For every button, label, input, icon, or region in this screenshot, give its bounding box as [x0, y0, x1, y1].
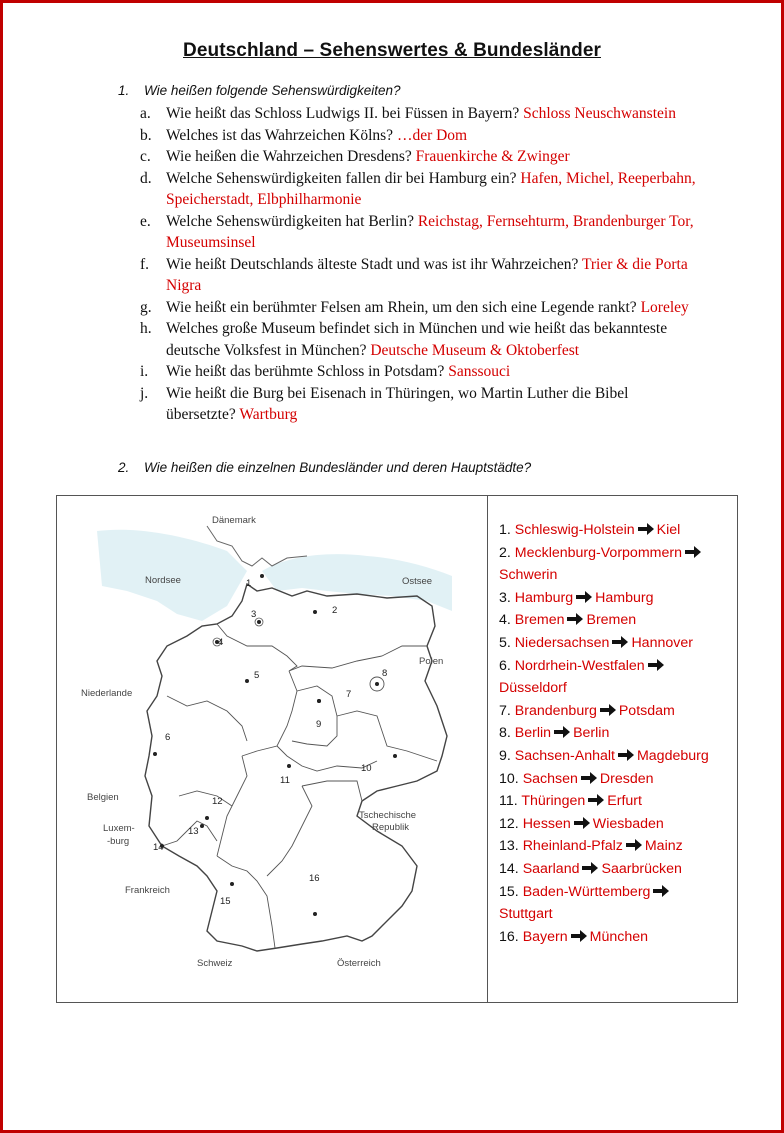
map-number-5: 5 — [254, 670, 260, 681]
capital-name: Berlin — [573, 725, 610, 742]
capital-name: München — [589, 928, 649, 945]
state-name: Bayern — [522, 928, 568, 945]
arrow-right-icon — [612, 636, 628, 648]
state-list-item — [499, 587, 737, 610]
question-text: Welches große Museum befindet sich in München und wie heißt das bekannteste deutsche Volksfest in München? — [166, 320, 668, 359]
answer-text: …der Dom — [396, 126, 468, 144]
question-letter: i. — [140, 363, 149, 380]
arrow-right-icon — [576, 591, 592, 603]
capital-name: Wiesbaden — [592, 815, 664, 832]
capital-name: Hannover — [631, 634, 693, 651]
map-number-1: 1 — [246, 578, 252, 589]
arrow-right-icon — [600, 704, 616, 716]
capital-name: Schwerin — [499, 567, 558, 584]
question-letter: c. — [140, 148, 151, 165]
question-text: Wie heißt die Burg bei Eisenach in Thüringen, wo Martin Luther die Bibel übersetzte? — [166, 384, 629, 423]
map-number-6: 6 — [165, 732, 171, 743]
label-frankreich: Frankreich — [125, 885, 170, 896]
states-table — [56, 495, 738, 1003]
capital-name: Mainz — [644, 838, 683, 855]
question-2-heading — [118, 460, 531, 475]
capital-name: Hamburg — [595, 589, 654, 606]
sight-question-item — [140, 211, 700, 254]
state-number: 11. — [499, 793, 518, 810]
state-name: Baden-Württemberg — [522, 883, 651, 900]
map-number-9: 9 — [316, 719, 322, 730]
state-list-item — [499, 813, 737, 836]
state-name: Saarland — [522, 860, 580, 877]
capital-name: Saarbrücken — [601, 860, 682, 877]
arrow-right-icon — [582, 862, 598, 874]
answer-text: Sanssouci — [448, 363, 511, 380]
state-name: Schleswig-Holstein — [514, 522, 635, 538]
map-number-15: 15 — [220, 896, 231, 907]
state-list-item — [499, 768, 737, 791]
state-name: Rheinland-Pfalz — [522, 838, 623, 855]
question-1-heading — [118, 83, 401, 98]
map-number-2: 2 — [332, 605, 338, 616]
capital-name: Kiel — [656, 522, 681, 538]
state-name: Mecklenburg-Vorpommern — [514, 544, 682, 561]
question-letter: a. — [140, 105, 151, 122]
arrow-right-icon — [567, 613, 583, 625]
state-list-item — [499, 745, 737, 768]
arrow-right-icon — [638, 523, 654, 535]
question-letter: g. — [140, 298, 152, 316]
question-1-text: Wie heißen folgende Sehenswürdigkeiten? — [144, 83, 401, 98]
state-name: Brandenburg — [514, 702, 597, 719]
answer-text: Reichstag, Fernsehturm, Brandenburger Tor, Museumsinsel — [166, 212, 694, 251]
state-name: Nordrhein-Westfalen — [514, 657, 645, 674]
state-number: 1. — [499, 522, 511, 538]
label-ostsee: Ostsee — [402, 576, 433, 587]
arrow-right-icon — [571, 930, 587, 942]
germany-map-cell — [57, 496, 488, 1002]
map-number-7: 7 — [346, 689, 352, 700]
germany-outline — [145, 584, 447, 951]
state-name: Hessen — [522, 815, 571, 832]
state-list-item — [499, 700, 737, 723]
question-text: Wie heißt das berühmte Schloss in Potsdam? — [166, 363, 445, 380]
answer-text: Hafen, Michel, Reeperbahn, Speicherstadt, Elbphilharmonie — [166, 169, 696, 208]
capital-name: Düsseldorf — [499, 680, 567, 697]
map-number-11: 11 — [280, 775, 290, 786]
sight-question-item — [140, 168, 700, 211]
state-list-item — [499, 519, 737, 542]
state-number: 10. — [499, 770, 519, 787]
state-number: 5. — [499, 634, 511, 651]
arrow-right-icon — [648, 659, 664, 671]
question-letter: d. — [140, 169, 152, 187]
state-number: 16. — [499, 928, 519, 945]
arrow-right-icon — [618, 749, 634, 761]
state-list-item — [499, 926, 737, 949]
capital-name: Dresden — [599, 770, 654, 787]
capital-name: Magdeburg — [636, 747, 709, 764]
state-list-item — [499, 542, 737, 587]
state-number: 2. — [499, 544, 511, 561]
question-letter: b. — [140, 126, 152, 144]
question-text: Wie heißt das Schloss Ludwigs II. bei Füssen in Bayern? — [166, 105, 520, 122]
map-number-13: 13 — [188, 826, 199, 837]
question-text: Wie heißt ein berühmter Felsen am Rhein, um den sich eine Legende rankt? — [166, 298, 637, 316]
sight-question-item — [140, 297, 700, 319]
state-list-item — [499, 881, 737, 926]
sight-question-item — [140, 383, 700, 426]
answer-text: Frauenkirche & Zwinger — [415, 148, 570, 165]
capital-name: Stuttgart — [499, 906, 553, 923]
state-name: Bremen — [514, 612, 565, 629]
label-tschechien-2: Republik — [372, 822, 409, 833]
state-number: 13. — [499, 838, 519, 855]
label-niederlande: Niederlande — [81, 688, 133, 699]
question-1-number: 1. — [118, 83, 130, 98]
answer-text: Trier & die Porta Nigra — [166, 255, 688, 294]
state-list-item — [499, 858, 737, 881]
germany-map — [57, 496, 487, 1002]
state-number: 6. — [499, 657, 511, 674]
map-number-12: 12 — [212, 796, 223, 807]
state-name: Thüringen — [521, 793, 586, 810]
question-text: Welche Sehenswürdigkeiten fallen dir bei Hamburg ein? — [166, 169, 517, 187]
state-list-item — [499, 632, 737, 655]
state-list-item — [499, 790, 737, 813]
states-list — [499, 519, 737, 948]
label-nordsee: Nordsee — [145, 575, 181, 586]
answer-text: Deutsche Museum & Oktoberfest — [370, 341, 580, 359]
state-list-item — [499, 609, 737, 632]
question-text: Welche Sehenswürdigkeiten hat Berlin? — [166, 212, 414, 230]
state-name: Sachsen-Anhalt — [514, 747, 615, 764]
capital-name: Erfurt — [607, 793, 642, 810]
capital-dots — [153, 574, 397, 916]
question-text: Wie heißt Deutschlands älteste Stadt und was ist ihr Wahrzeichen? — [166, 255, 579, 273]
sight-question-item — [140, 254, 700, 297]
map-number-8: 8 — [382, 668, 388, 679]
state-number: 15. — [499, 883, 519, 900]
arrow-right-icon — [554, 726, 570, 738]
label-schweiz: Schweiz — [197, 958, 233, 969]
sight-question-item — [140, 361, 700, 383]
sights-question-list — [140, 103, 700, 426]
question-text: Welches ist das Wahrzeichen Kölns? — [166, 126, 394, 144]
sight-question-item — [140, 125, 700, 147]
state-number: 4. — [499, 612, 511, 629]
answer-text: Schloss Neuschwanstein — [523, 105, 676, 122]
state-number: 12. — [499, 815, 519, 832]
answer-text: Loreley — [640, 298, 689, 316]
label-polen: Polen — [419, 656, 444, 667]
state-number: 7. — [499, 702, 511, 719]
page-title: Deutschland – Sehenswertes & Bundesländer — [183, 40, 601, 61]
state-list-item — [499, 655, 737, 700]
question-letter: e. — [140, 212, 151, 230]
arrow-right-icon — [653, 885, 669, 897]
state-number: 3. — [499, 589, 511, 606]
state-number: 8. — [499, 725, 511, 742]
capital-name: Bremen — [586, 612, 637, 629]
map-number-16: 16 — [309, 873, 320, 884]
answer-text: Wartburg — [239, 406, 298, 423]
question-letter: j. — [140, 384, 149, 402]
arrow-right-icon — [685, 546, 701, 558]
arrow-right-icon — [581, 772, 597, 784]
state-name: Sachsen — [522, 770, 578, 787]
sight-question-item — [140, 318, 700, 361]
question-letter: f. — [140, 255, 150, 273]
map-number-4: 4 — [218, 637, 224, 648]
label-tschechien-1: Tschechische — [359, 810, 417, 821]
states-list-cell — [487, 496, 737, 1002]
question-text: Wie heißen die Wahrzeichen Dresdens? — [166, 148, 412, 165]
sight-question-item — [140, 103, 700, 125]
state-list-item — [499, 835, 737, 858]
question-letter: h. — [140, 320, 152, 337]
state-name: Hamburg — [514, 589, 574, 606]
arrow-right-icon — [626, 839, 642, 851]
arrow-right-icon — [588, 794, 604, 806]
label-luxemburg-1: Luxem- — [103, 823, 135, 834]
label-belgien: Belgien — [87, 792, 119, 803]
label-daenemark: Dänemark — [212, 515, 256, 526]
question-2-text: Wie heißen die einzelnen Bundesländer und deren Hauptstädte? — [144, 460, 532, 475]
map-number-14: 14 — [153, 842, 164, 853]
map-number-10: 10 — [361, 763, 372, 774]
map-number-3: 3 — [251, 609, 257, 620]
state-number: 14. — [499, 860, 519, 877]
state-number: 9. — [499, 747, 511, 764]
question-2-number: 2. — [118, 460, 130, 475]
capital-name: Potsdam — [618, 702, 675, 719]
state-name: Niedersachsen — [514, 634, 610, 651]
sight-question-item — [140, 146, 700, 168]
label-oesterreich: Österreich — [337, 958, 381, 969]
arrow-right-icon — [574, 817, 590, 829]
state-list-item — [499, 722, 737, 745]
state-name: Berlin — [514, 725, 552, 742]
label-luxemburg-2: -burg — [107, 836, 130, 847]
